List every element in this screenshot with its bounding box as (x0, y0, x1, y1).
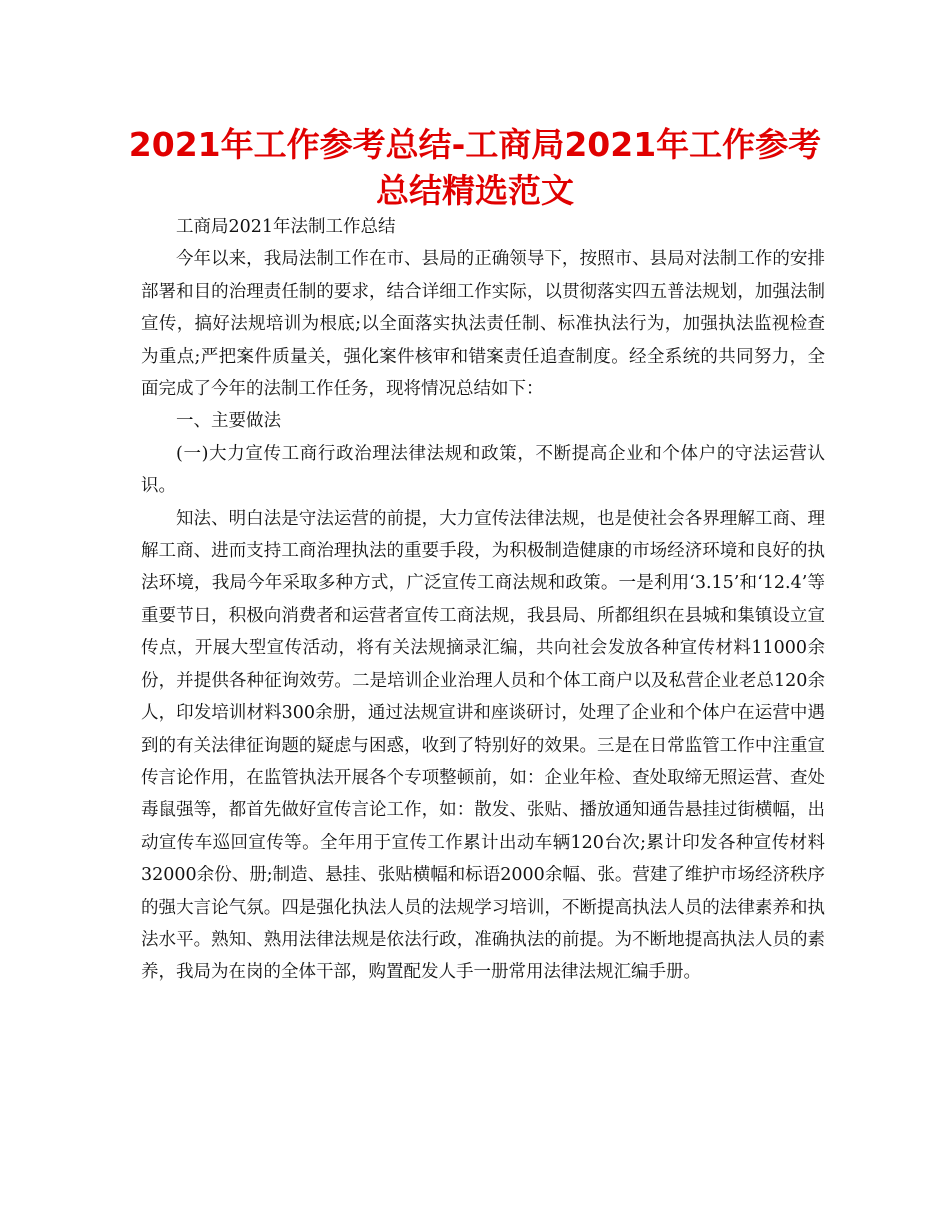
intro-paragraph: 今年以来，我局法制工作在市、县局的正确领导下，按照市、县局对法制工作的安排部署和目的治理责任制的要求，结合详细工作实际，以贯彻落实四五普法规划，加强法制宣传，搞好法规培训为根底;以全面落实执法责任制、标准执法行为，加强执法监视检查为重点;严把案件质量关，强化案件核审和错案责任追查制度。经全系统的共同努力，全面完成了今年的法制工作任务，现将情况总结如下： (141, 249, 825, 400)
body-paragraph: 知法、明白法是守法运营的前提，大力宣传法律法规，也是使社会各界理解工商、理解工商、进而支持工商治理执法的重要手段，为积极制造健康的市场经济环境和良好的执法环境，我局今年采取多种方式，广泛宣传工商法规和政策。一是利用‘3.15’和‘12.4’等重要节日，积极向消费者和运营者宣传工商法规，我县局、所都组织在县城和集镇设立宣传点，开展大型宣传活动，将有关法规摘录汇编，共向社会发放各种宣传材料11000余份，并提供各种征询效劳。二是培训企业治理人员和个体工商户以及私营企业老总120余人，印发培训材料300余册，通过法规宣讲和座谈研讨，处理了企业和个体户在运营中遇到的有关法律征询题的疑虑与困惑，收到了特别好的效果。三是在日常监管工作中注重宣传言论作用，在监管执法开展各个专项整顿前，如：企业年检、查处取缔无照运营、查处毒鼠强等，都首先做好宣传言论工作，如：散发、张贴、播放通知通告悬挂过街横幅，出动宣传车巡回宣传等。全年用于宣传工作累计出动车辆120台次;累计印发各种宣传材料32000余份、册;制造、悬挂、张贴横幅和标语2000余幅、张。营建了维护市场经济秩序的强大言论气氛。四是强化执法人员的法规学习培训，不断提高执法人员的法律素养和执法水平。熟知、熟用法律法规是依法行政，准确执法的前提。为不断地提高执法人员的素养，我局为在岗的全体干部，购置配发人手一册常用法律法规汇编手册。 (141, 508, 825, 983)
document-body (141, 211, 825, 989)
subtitle-paragraph: 工商局2021年法制工作总结 (176, 217, 396, 237)
document-title: 2021年工作参考总结-工商局2021年工作参考总结精选范文 (128, 125, 822, 210)
subsection-heading: (一)大力宣传工商行政治理法律法规和政策，不断提高企业和个体户的守法运营认识。 (141, 443, 825, 497)
section-heading: 一、主要做法 (176, 411, 281, 432)
